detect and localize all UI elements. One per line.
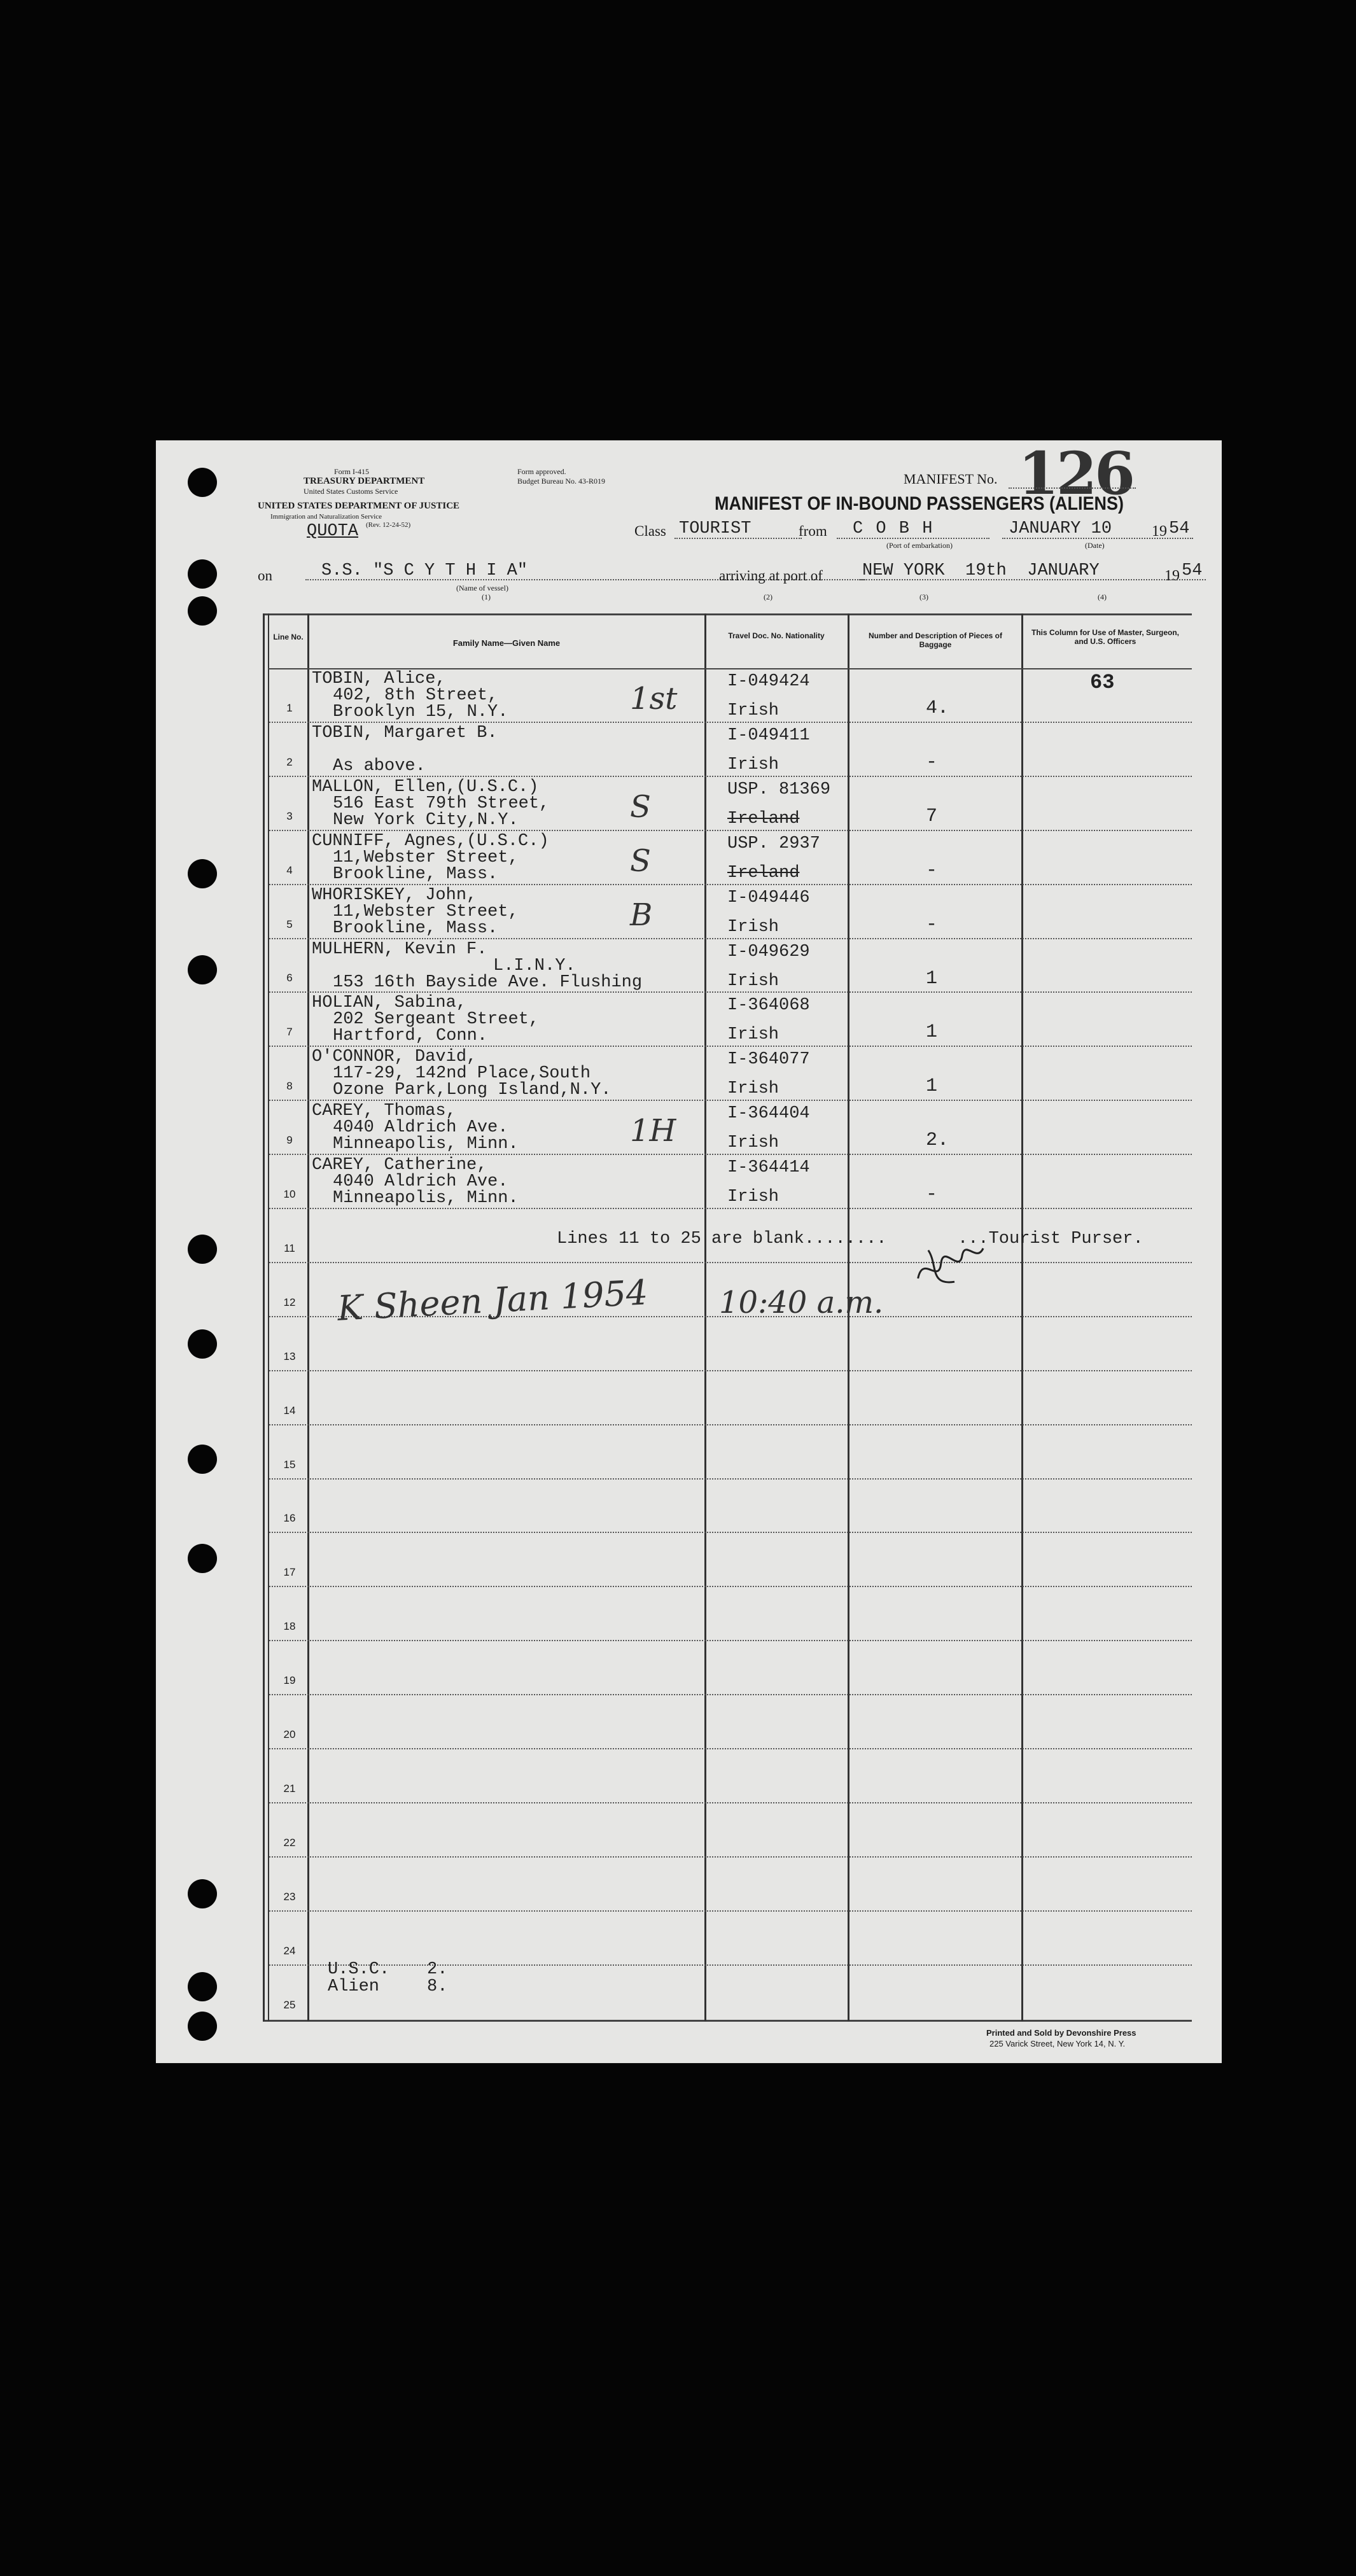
date-year-prefix: 19 (1152, 523, 1167, 540)
line-number: 4 (286, 864, 293, 876)
table-top-border (263, 613, 1192, 615)
printer-line-1: Printed and Sold by Devonshire Press (986, 2028, 1136, 2038)
line-number: 5 (286, 918, 293, 930)
printer-line-2: 225 Varick Street, New York 14, N. Y. (989, 2039, 1126, 2048)
row-divider (269, 1262, 1192, 1263)
customs-service: United States Customs Service (304, 487, 398, 496)
baggage-count: - (926, 751, 938, 773)
manifest-number-label: MANIFEST No. (904, 471, 998, 487)
manifest-page (156, 440, 1222, 2063)
from-value: C O B H (853, 519, 934, 538)
passenger-address-2: Hartford, Conn. (333, 1026, 488, 1046)
line-number: 11 (284, 1242, 295, 1254)
handwritten-class-mark: 1st (630, 681, 678, 717)
passenger-address-2: 153 16th Bayside Ave. Flushing (333, 972, 643, 992)
passenger-name: CUNNIFF, Agnes,(U.S.C.) (312, 831, 549, 851)
row-divider (269, 1154, 1192, 1155)
passenger-address-2: Ozone Park,Long Island,N.Y. (333, 1081, 612, 1100)
line-number: 15 (283, 1458, 296, 1471)
date-value: JANUARY 10 (1009, 519, 1112, 538)
nationality: Irish (727, 1079, 779, 1099)
row-divider (269, 722, 1192, 723)
treasury-department: TREASURY DEPARTMENT (304, 476, 425, 486)
punch-hole (188, 2012, 217, 2041)
travel-doc-number: I-364077 (727, 1050, 810, 1070)
nationality: Irish (727, 1187, 779, 1207)
punch-hole (188, 1879, 217, 1908)
row-divider (269, 1424, 1192, 1425)
from-underline (837, 538, 989, 539)
row-divider (269, 1532, 1192, 1533)
line-number: 6 (286, 972, 293, 984)
table-bottom-border (263, 2020, 1192, 2022)
travel-doc-number: I-364068 (727, 996, 810, 1016)
manifest-title: MANIFEST OF IN-BOUND PASSENGERS (ALIENS) (715, 493, 1124, 514)
form-approved: Form approved. (517, 467, 566, 476)
manifest-number-line (1009, 487, 1136, 489)
nationality: Irish (727, 701, 779, 720)
row-divider (269, 1586, 1192, 1587)
line-number: 20 (283, 1728, 296, 1740)
baggage-header: Number and Description of Pieces of Baggage (868, 631, 1003, 649)
travel-doc-number: I-364404 (727, 1104, 810, 1124)
nationality: Ireland (727, 809, 800, 829)
line-number: 16 (283, 1512, 296, 1525)
nationality: Irish (727, 1025, 779, 1045)
class-underline (675, 538, 802, 539)
passenger-address-1: 202 Sergeant Street, (333, 1010, 540, 1030)
revision-date: (Rev. 12-24-52) (366, 521, 411, 529)
column-3-number: (3) (919, 592, 928, 601)
handwritten-class-mark: 1H (630, 1113, 676, 1149)
quota-label: QUOTA (307, 522, 359, 541)
passenger-address-2: As above. (333, 756, 426, 776)
row-divider (269, 991, 1192, 993)
line-number: 25 (283, 1998, 296, 2011)
baggage-count: - (926, 913, 938, 935)
handwritten-note-right: 10:40 a.m. (719, 1285, 884, 1320)
row-divider (269, 1856, 1192, 1858)
line-no-column-divider (307, 613, 309, 2021)
travel-doc-header: Travel Doc. No. Nationality (728, 631, 825, 640)
baggage-count: 7 (926, 805, 938, 827)
punch-hole (188, 468, 217, 497)
date-underline (1002, 538, 1193, 539)
line-no-header: Line No. (273, 633, 304, 641)
budget-bureau: Budget Bureau No. 43-R019 (517, 477, 605, 486)
travel-doc-number: USP. 2937 (727, 834, 820, 853)
line-number: 13 (283, 1350, 296, 1362)
row-divider (269, 1910, 1192, 1912)
from-label: from (799, 523, 827, 539)
punch-hole (188, 1544, 217, 1573)
passenger-address-2: New York City,N.Y. (333, 810, 519, 830)
nationality: Irish (727, 755, 779, 774)
baggage-count: 1 (926, 1021, 938, 1044)
line-number: 14 (283, 1404, 296, 1417)
line-number: 22 (283, 1836, 296, 1849)
arrival-year: 54 (1182, 561, 1203, 580)
passenger-address-1: 516 East 79th Street, (333, 794, 550, 813)
line-number: 10 (283, 1188, 296, 1200)
passenger-address-1: 402, 8th Street, (333, 686, 498, 705)
handwritten-class-mark: S (630, 843, 651, 879)
embarkation-note: (Port of embarkation) (886, 541, 953, 550)
ins-service: Immigration and Naturalization Service (270, 513, 382, 521)
baggage-count: 2. (926, 1130, 949, 1152)
column-2-number: (2) (764, 592, 772, 601)
passenger-name: TOBIN, Alice, (312, 669, 446, 689)
line-number: 18 (283, 1620, 296, 1633)
passenger-name: O'CONNOR, David, (312, 1047, 477, 1067)
baggage-count: - (926, 1184, 938, 1206)
arrival-year-prefix: 19 (1164, 568, 1180, 584)
row-divider (269, 1046, 1192, 1047)
passenger-name: MALLON, Ellen,(U.S.C.) (312, 777, 539, 797)
date-note: (Date) (1085, 541, 1105, 550)
tourist-purser-label: ...Tourist Purser. (958, 1229, 1143, 1249)
arrival-port-date: NEW YORK 19th JANUARY (862, 561, 1100, 580)
line-number: 23 (283, 1890, 296, 1903)
travel-doc-number: USP. 81369 (727, 780, 831, 799)
travel-doc-number: I-049446 (727, 888, 810, 907)
baggage-count: 4. (926, 697, 949, 719)
line-number: 9 (286, 1134, 293, 1147)
line-number: 8 (286, 1080, 293, 1093)
manifest-number: 126 (1018, 439, 1133, 508)
passenger-address-2: Brookline, Mass. (333, 864, 498, 884)
department-of-justice: UNITED STATES DEPARTMENT OF JUSTICE (258, 501, 460, 511)
row-divider (269, 1748, 1192, 1749)
travel-doc-number: I-049424 (727, 672, 810, 691)
row-divider (269, 1802, 1192, 1803)
nationality: Irish (727, 971, 779, 991)
passenger-name: CAREY, Catherine, (312, 1156, 487, 1175)
passenger-name: MULHERN, Kevin F. (312, 939, 487, 959)
nationality: Irish (727, 1133, 779, 1153)
passenger-address-1: 4040 Aldrich Ave. (333, 1118, 508, 1138)
passenger-address-1: 11,Webster Street, (333, 848, 519, 867)
vessel-name: S.S. "S C Y T H I A" (321, 561, 528, 580)
row-divider (269, 776, 1192, 777)
row-divider (269, 1478, 1192, 1480)
row-divider (269, 938, 1192, 939)
name-column-divider (704, 613, 706, 2021)
usc-count: 2. (427, 1960, 448, 1979)
line-number: 7 (286, 1026, 293, 1039)
travel-doc-number: I-049411 (727, 725, 810, 745)
punch-hole (188, 1445, 217, 1474)
punch-hole (188, 559, 217, 589)
handwritten-note-left: K Sheen Jan 1954 (336, 1272, 649, 1329)
row-divider (269, 1370, 1192, 1371)
row-divider (269, 884, 1192, 885)
handwritten-class-mark: B (630, 897, 653, 933)
alien-label: Alien (328, 1977, 380, 1996)
usc-label: U.S.C. (328, 1960, 390, 1979)
punch-hole (188, 1972, 217, 2001)
vessel-note: (Name of vessel) (456, 584, 508, 592)
class-label: Class (634, 523, 666, 539)
nationality: Irish (727, 917, 779, 937)
line-number: 12 (283, 1296, 296, 1308)
baggage-column-divider (1021, 613, 1023, 2021)
arrival-underline (859, 579, 1206, 580)
line-number: 24 (283, 1944, 296, 1957)
passenger-name: HOLIAN, Sabina, (312, 993, 467, 1013)
line-number: 17 (283, 1566, 296, 1579)
officers-header: This Column for Use of Master, Surgeon, and U.S. Officers (1031, 628, 1180, 646)
column-4-number: (4) (1098, 592, 1107, 601)
passenger-address-2: Minneapolis, Minn. (333, 1135, 519, 1154)
row-divider (269, 1208, 1192, 1209)
passenger-name: WHORISKEY, John, (312, 885, 477, 905)
passenger-name: CAREY, Thomas, (312, 1102, 456, 1121)
travel-doc-number: I-364414 (727, 1158, 810, 1178)
table-left-border (263, 613, 265, 2021)
date-year: 54 (1169, 519, 1190, 538)
row-divider (269, 1964, 1192, 1966)
purser-signature (871, 1207, 1000, 1336)
passenger-address-2: Minneapolis, Minn. (333, 1189, 519, 1208)
arriving-label: arriving at port of (719, 568, 823, 584)
row-divider (269, 1640, 1192, 1641)
line-number: 21 (283, 1782, 296, 1795)
passenger-address-1: 117-29, 142nd Place,South (333, 1064, 591, 1084)
passenger-address-1: L.I.N.Y. (493, 956, 576, 976)
baggage-count: 1 (926, 1075, 938, 1098)
line-number: 1 (286, 701, 293, 714)
line-number: 19 (283, 1674, 296, 1687)
punch-hole (188, 596, 217, 626)
row-divider (269, 1100, 1192, 1101)
passenger-address-2: Brookline, Mass. (333, 918, 498, 938)
alien-count: 8. (427, 1977, 448, 1996)
handwritten-class-mark: S (630, 788, 651, 825)
baggage-count: 1 (926, 967, 938, 990)
column-1-number: (1) (482, 592, 491, 601)
nationality: Ireland (727, 863, 800, 883)
passenger-address-1: 11,Webster Street, (333, 902, 519, 921)
row-divider (269, 830, 1192, 831)
line-number: 3 (286, 809, 293, 822)
class-value: TOURIST (679, 519, 751, 538)
passenger-address-1: 4040 Aldrich Ave. (333, 1172, 508, 1192)
blank-lines-note: Lines 11 to 25 are blank........ (557, 1229, 887, 1249)
row-divider (269, 1694, 1192, 1695)
table-left-border-inner (268, 613, 269, 2021)
line-number: 2 (286, 755, 293, 768)
punch-hole (188, 1329, 217, 1359)
baggage-count: - (926, 859, 938, 881)
form-number: Form I-415 (334, 467, 369, 476)
travel-doc-number: I-049629 (727, 942, 810, 962)
punch-hole (188, 1235, 217, 1264)
on-label: on (258, 568, 272, 584)
passenger-name: TOBIN, Margaret B. (312, 723, 498, 743)
punch-hole (188, 955, 217, 984)
officer-code: 63 (1090, 671, 1115, 694)
punch-hole (188, 859, 217, 888)
passenger-address-2: Brooklyn 15, N.Y. (333, 703, 508, 722)
name-header: Family Name—Given Name (452, 638, 561, 648)
